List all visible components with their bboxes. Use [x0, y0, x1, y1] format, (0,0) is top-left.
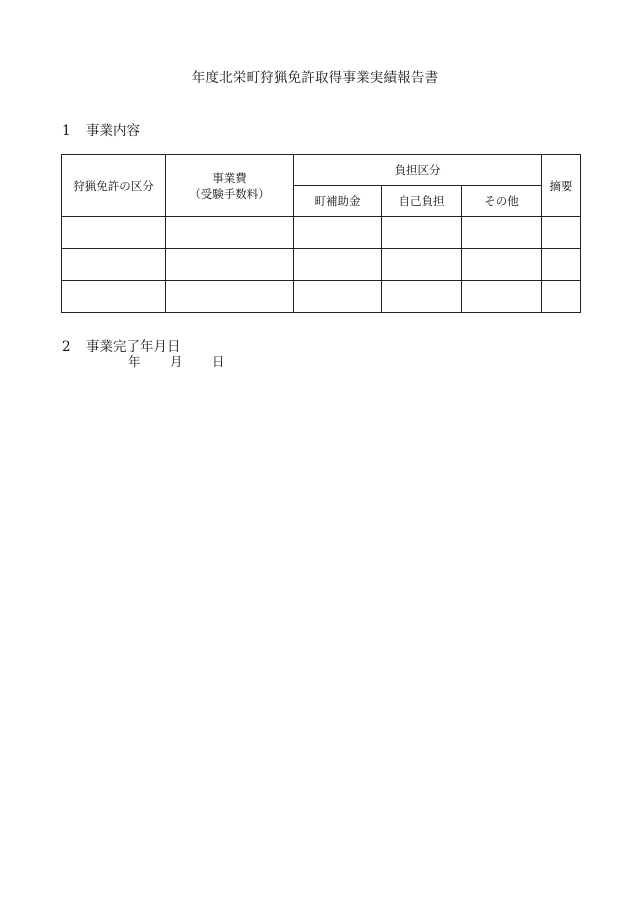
header-cost-share: 負担区分	[294, 155, 542, 186]
cell-other[interactable]	[462, 217, 542, 249]
section-1-title: 事業内容	[86, 123, 140, 139]
cell-license-type[interactable]	[62, 217, 166, 249]
cell-license-type[interactable]	[62, 281, 166, 313]
table-header-row	[62, 155, 581, 186]
cell-license-type[interactable]	[62, 249, 166, 281]
cell-town-subsidy[interactable]	[294, 249, 382, 281]
cell-remarks[interactable]	[542, 249, 581, 281]
table-row	[62, 281, 581, 313]
header-cost-sublabel: （受験手数料）	[189, 186, 270, 201]
month-unit: 月	[170, 354, 183, 369]
header-other: その他	[462, 186, 542, 217]
cell-other[interactable]	[462, 281, 542, 313]
header-self-pay: 自己負担	[382, 186, 462, 217]
section-1-number: 1	[62, 123, 71, 139]
cell-cost[interactable]	[166, 217, 294, 249]
document-title: 年度北栄町狩猟免許取得事業実績報告書	[191, 70, 439, 86]
cell-other[interactable]	[462, 249, 542, 281]
table-row	[62, 217, 581, 249]
section-2-number: 2	[62, 339, 71, 355]
cell-cost[interactable]	[166, 281, 294, 313]
day-unit: 日	[212, 354, 225, 369]
table-row	[62, 249, 581, 281]
section-2-title: 事業完了年月日	[86, 339, 181, 355]
cell-self-pay[interactable]	[382, 249, 462, 281]
header-remarks: 摘要	[542, 155, 581, 217]
header-town-subsidy: 町補助金	[294, 186, 382, 217]
completion-date	[128, 352, 225, 370]
cell-remarks[interactable]	[542, 217, 581, 249]
header-license-type: 狩猟免許の区分	[62, 155, 166, 217]
cell-self-pay[interactable]	[382, 217, 462, 249]
cell-remarks[interactable]	[542, 281, 581, 313]
business-content-table	[61, 154, 581, 313]
cell-cost[interactable]	[166, 249, 294, 281]
cell-self-pay[interactable]	[382, 281, 462, 313]
year-unit: 年	[128, 354, 141, 369]
cell-town-subsidy[interactable]	[294, 217, 382, 249]
header-cost-label: 事業費	[212, 170, 247, 185]
cell-town-subsidy[interactable]	[294, 281, 382, 313]
header-cost	[166, 155, 294, 217]
section-1-heading	[62, 119, 140, 139]
